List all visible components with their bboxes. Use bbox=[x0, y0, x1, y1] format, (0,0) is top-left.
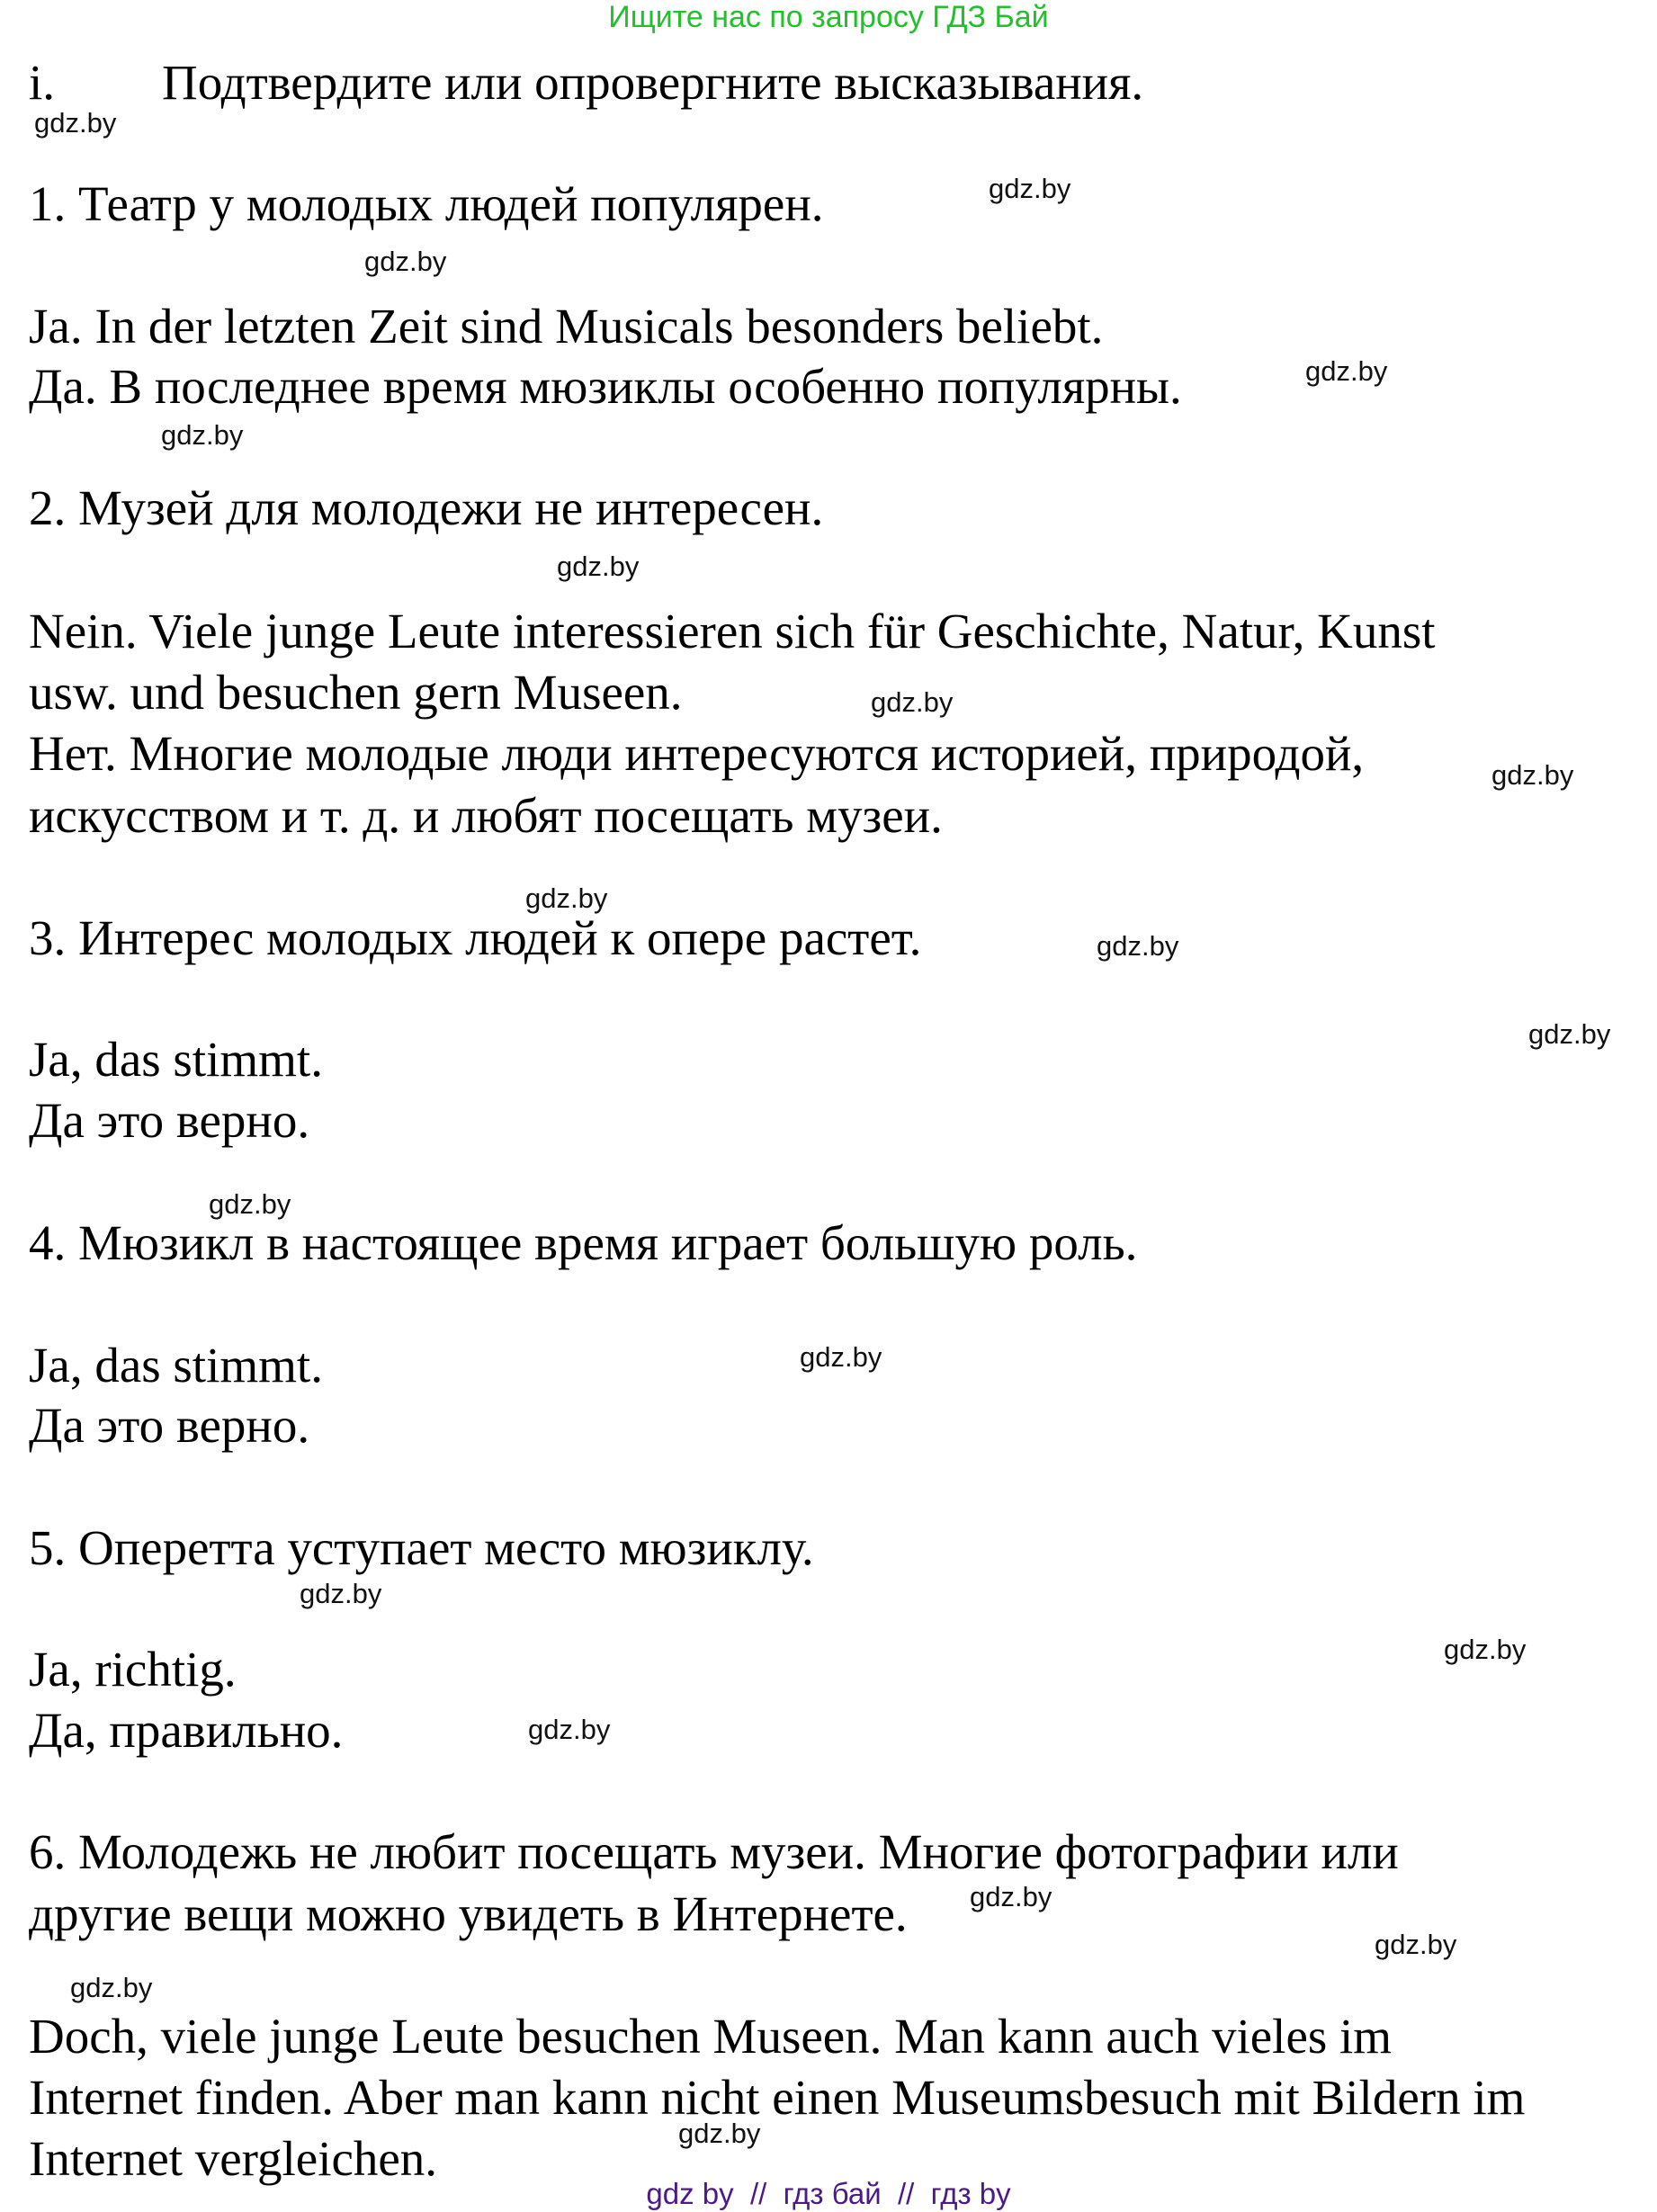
question-6-line-2: другие вещи можно увидеть в Интернете. bbox=[29, 1886, 908, 1941]
answer-1-ru: Да. В последнее время мюзиклы особенно популярны. bbox=[29, 359, 1182, 414]
watermark: gdz.by bbox=[161, 419, 244, 451]
question-1: 1. Театр у молодых людей популярен. bbox=[29, 176, 824, 231]
footer-text: gdz by // гдз бай // гдз by bbox=[646, 2177, 1011, 2210]
watermark: gdz.by bbox=[678, 2118, 761, 2149]
answer-2-de-line-1: Nein. Viele junge Leute interessieren sich für Geschichte, Natur, Kunst bbox=[29, 604, 1436, 658]
answer-2-de-line-2: usw. und besuchen gern Museen. bbox=[29, 665, 683, 720]
watermark: gdz.by bbox=[209, 1188, 291, 1220]
watermark: gdz.by bbox=[1305, 355, 1388, 387]
answer-5-de: Ja, richtig. bbox=[29, 1642, 237, 1697]
exercise-instruction: Подтвердите или опровергните высказывания. bbox=[162, 55, 1144, 110]
watermark: gdz.by bbox=[70, 1972, 153, 2003]
watermark: gdz.by bbox=[970, 1881, 1052, 1912]
watermark: gdz.by bbox=[34, 107, 117, 139]
watermark: gdz.by bbox=[1097, 930, 1179, 962]
header-banner[interactable] bbox=[0, 0, 1657, 34]
exercise-title bbox=[29, 53, 1143, 112]
answer-4-ru: Да это верно. bbox=[29, 1398, 310, 1453]
question-5: 5. Оперетта уступает место мюзиклу. bbox=[29, 1520, 814, 1575]
watermark: gdz.by bbox=[1491, 759, 1574, 791]
watermark: gdz.by bbox=[1444, 1634, 1527, 1665]
answer-1-de: Ja. In der letzten Zeit sind Musicals besonders beliebt. bbox=[29, 299, 1104, 354]
answer-6-de-line-1: Doch, viele junge Leute besuchen Museen. Man kann auch vieles im bbox=[29, 2009, 1393, 2064]
watermark: gdz.by bbox=[557, 551, 640, 582]
footer-links[interactable] bbox=[0, 2177, 1657, 2211]
question-6-line-1: 6. Молодежь не любит посещать музеи. Многие фотографии или bbox=[29, 1824, 1399, 1879]
answer-3-ru: Да это верно. bbox=[29, 1093, 310, 1148]
watermark: gdz.by bbox=[525, 882, 608, 914]
watermark: gdz.by bbox=[989, 173, 1071, 204]
watermark: gdz.by bbox=[1528, 1018, 1611, 1050]
answer-5-ru: Да, правильно. bbox=[29, 1703, 344, 1758]
question-4: 4. Мюзикл в настоящее время играет большую роль. bbox=[29, 1215, 1138, 1270]
answer-6-de-line-2: Internet finden. Aber man kann nicht einen Museumsbesuch mit Bildern im bbox=[29, 2070, 1526, 2125]
watermark: gdz.by bbox=[1375, 1929, 1457, 1960]
header-banner-text: Ищите нас по запросу ГДЗ Бай bbox=[608, 0, 1049, 34]
answer-2-ru-line-2: искусством и т. д. и любят посещать музеи. bbox=[29, 788, 943, 843]
watermark: gdz.by bbox=[800, 1341, 882, 1373]
watermark: gdz.by bbox=[300, 1578, 382, 1609]
answer-2-ru-line-1: Нет. Многие молодые люди интересуются историей, природой, bbox=[29, 726, 1365, 781]
question-2: 2. Музей для молодежи не интересен. bbox=[29, 480, 824, 535]
watermark: gdz.by bbox=[528, 1714, 611, 1745]
watermark: gdz.by bbox=[364, 246, 447, 277]
question-3: 3. Интерес молодых людей к опере растет. bbox=[29, 910, 922, 965]
exercise-number: i. bbox=[29, 55, 56, 110]
answer-4-de: Ja, das stimmt. bbox=[29, 1338, 323, 1393]
answer-6-de-line-3: Internet vergleichen. bbox=[29, 2131, 438, 2186]
answer-3-de: Ja, das stimmt. bbox=[29, 1032, 323, 1087]
watermark: gdz.by bbox=[871, 686, 954, 718]
